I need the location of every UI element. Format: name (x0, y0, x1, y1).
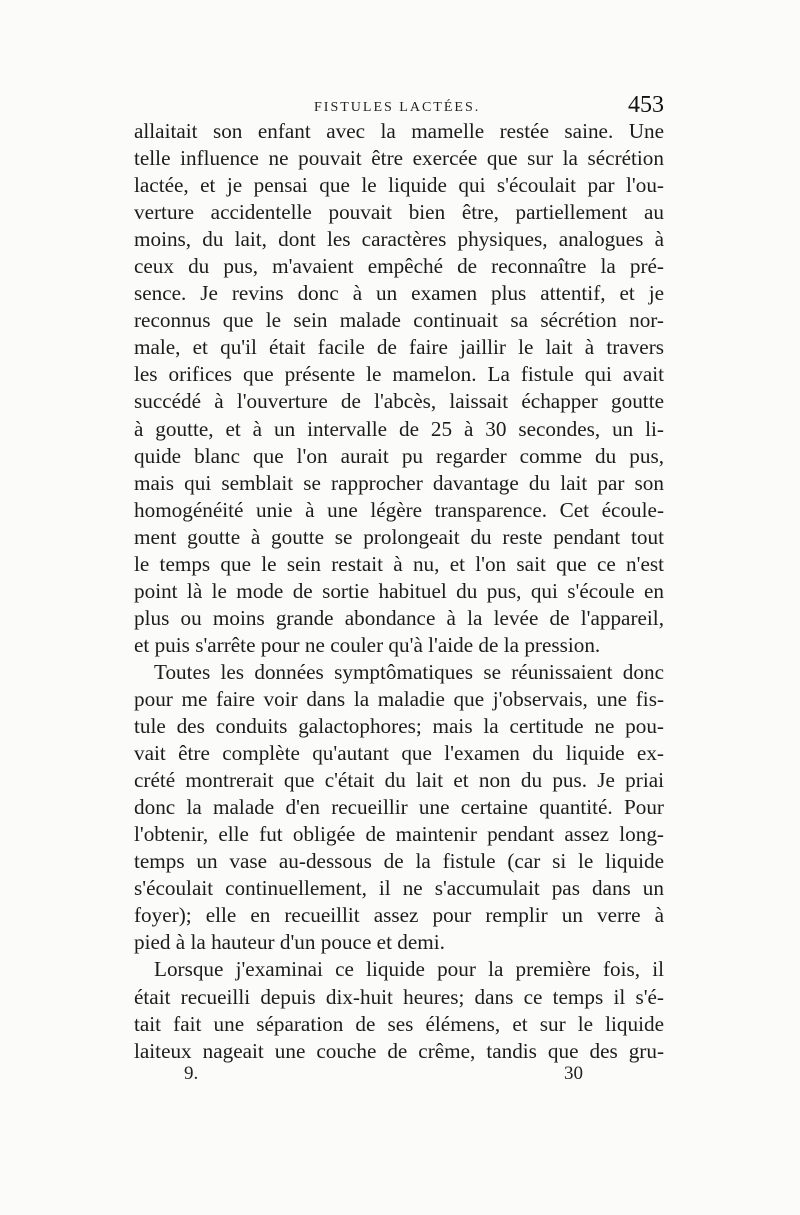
text-line: plus ou moins grande abondance à la levée de l'appareil, (134, 605, 664, 630)
text-line: pied à la hauteur d'un pouce et demi. (134, 930, 445, 955)
text-line: mais qui semblait se rapprocher davantage du lait par son (134, 470, 664, 495)
text-line: sence. Je revins donc à un examen plus attentif, et je (134, 281, 664, 306)
text-line: tule des conduits galactophores; mais la certitude ne pou- (134, 714, 664, 739)
text-line: à goutte, et à un intervalle de 25 à 30 secondes, un li- (134, 416, 664, 441)
text-line: s'écoulait continuellement, il ne s'accumulait pas dans un (134, 876, 664, 901)
text-line: foyer); elle en recueillit assez pour remplir un verre à (134, 903, 664, 928)
text-line: et puis s'arrête pour ne couler qu'à l'aide de la pression. (134, 632, 601, 657)
text-line: Toutes les données symptômatiques se réunissaient donc (154, 659, 664, 684)
text-line: pour me faire voir dans la maladie que j'observais, une fis- (134, 686, 664, 711)
running-title: FISTULES LACTÉES. (314, 100, 481, 115)
body-text (134, 118, 664, 1065)
text-line: allaitait son enfant avec la mamelle restée saine. Une (134, 119, 664, 143)
text-line: temps un vase au-dessous de la fistule (car si le liquide (134, 849, 664, 874)
text-line: homogénéité unie à une légère transparence. Cet écoule- (134, 497, 664, 522)
catchword: 30 (564, 1063, 583, 1084)
text-line: tait fait une séparation de ses élémens, et sur le liquide (134, 1011, 664, 1036)
page-footer (134, 1063, 664, 1093)
text-line: ceux du pus, m'avaient empêché de reconnaître la pré- (134, 254, 664, 279)
text-line: l'obtenir, elle fut obligée de maintenir pendant assez long- (134, 822, 664, 847)
text-line: laiteux nageait une couche de crême, tandis que des gru- (134, 1038, 664, 1063)
text-line: verture accidentelle pouvait bien être, partiellement au (134, 200, 664, 225)
text-line: telle influence ne pouvait être exercée que sur la sécrétion (134, 146, 664, 171)
text-line: point là le mode de sortie habituel du pus, qui s'écoule en (134, 578, 664, 603)
text-line: crété montrerait que c'était du lait et non du pus. Je priai (134, 768, 664, 793)
text-line: reconnus que le sein malade continuait sa sécrétion nor- (134, 308, 664, 333)
text-line: vait être complète qu'autant que l'examen du liquide ex- (134, 741, 664, 766)
text-line: succédé à l'ouverture de l'abcès, laissait échapper goutte (134, 389, 664, 414)
signature-mark: 9. (184, 1063, 199, 1084)
text-line: les orifices que présente le mamelon. La fistule qui avait (134, 362, 664, 387)
page-number: 453 (628, 92, 664, 118)
text-line: ment goutte à goutte se prolongeait du reste pendant tout (134, 524, 664, 549)
text-line: donc la malade d'en recueillir une certaine quantité. Pour (134, 795, 664, 820)
text-line: lactée, et je pensai que le liquide qui s'écoulait par l'ou- (134, 173, 664, 198)
text-line: moins, du lait, dont les caractères physiques, analogues à (134, 227, 664, 252)
text-line: Lorsque j'examinai ce liquide pour la première fois, il (154, 957, 664, 982)
text-line: le temps que le sein restait à nu, et l'on sait que ce n'est (134, 551, 664, 576)
text-line: quide blanc que l'on aurait pu regarder comme du pus, (134, 443, 664, 468)
text-line: male, et qu'il était facile de faire jaillir le lait à travers (134, 335, 664, 360)
text-line: était recueilli depuis dix-huit heures; dans ce temps il s'é- (134, 984, 664, 1009)
